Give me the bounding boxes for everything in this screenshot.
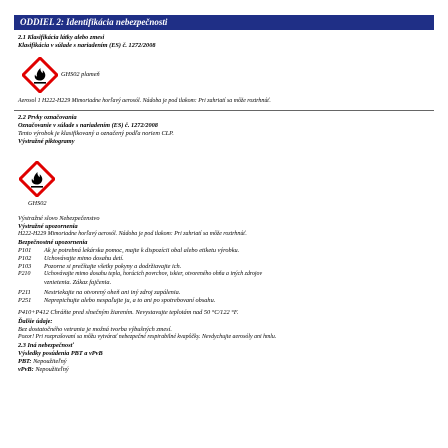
hazard-title: Výstražné upozornenia <box>18 223 78 230</box>
flame-icon <box>22 57 58 93</box>
extra-title: Ďalšie údaje: <box>18 318 53 325</box>
s21-title: 2.1 Klasifikácia látky alebo zmesi <box>18 34 105 41</box>
precaution-row: P102 Uchovávajte mimo dosahu detí. <box>18 255 124 262</box>
flame-icon <box>19 161 55 197</box>
s22-pictogram-label: GHS02 <box>28 200 47 207</box>
s22-title: 2.2 Prvky označovania <box>18 114 77 121</box>
pbt-row: PBT: Nepoužiteľný <box>18 358 67 365</box>
s22-note: Tento výrobok je klasifikovaný a označený podľa noriem CLP. <box>18 130 174 137</box>
p410-text: P410+P412 Chráňte pred slnečným žiarením. Nevystavujte teplotám nad 50 °C/122 °F. <box>18 309 239 316</box>
precaution-row: P103 Pozorne si prečítajte všetky pokyny a dodržiavajte ich. <box>18 263 182 270</box>
signal-word: Výstražné slovo Nebezpečenstvo <box>18 215 100 222</box>
s22-pictograms-title: Výstražné piktogramy <box>18 138 75 145</box>
hazard-text: H222-H229 Mimoriadne horľavý aerosól. Nádoba je pod tlakom: Pri zahriatí sa môže roztrhnúť. <box>18 231 247 237</box>
s22-subtitle: Označovanie v súlade s nariadením (ES) č. 1272/2008 <box>18 122 158 129</box>
s21-pictogram-label: GHS02 plameň <box>61 71 100 78</box>
section-header: ODDIEL 2: Identifikácia nebezpečnosti <box>14 15 434 30</box>
precaution-row: P101 Ak je potrebná lekárska pomoc, majte k dispozícii obal alebo etiketu výrobku. <box>18 247 240 254</box>
s23-title: 2.3 Iná nebezpečnosť <box>18 342 74 349</box>
precaution-row: vznietenia. Zákaz fajčenia. <box>44 279 112 286</box>
extra-2: Pozor! Pri rozprašovaní sa môžu vytvárať nebezpečné respirabilné kvapôčky. Nevdychujte aerosóly ani hmlu. <box>18 334 277 340</box>
precaution-row: P211 Nestriekajte na otvorený oheň ani iný zdroj zapálenia. <box>18 289 181 296</box>
extra-1: Bez dostatočného vetrania je možná tvorba výbušných zmesí. <box>18 326 172 333</box>
precaution-title: Bezpečnostné upozornenia <box>18 239 88 246</box>
divider <box>14 110 434 111</box>
precaution-row: P210 Uchovávajte mimo dosahu tepla, horúcich povrchov, iskier, otvoreného ohňa a iných zdrojov <box>18 271 263 277</box>
s21-classification: Aerosol 1 H222-H229 Mimoriadne horľavý aerosól. Nádoba je pod tlakom: Pri zahriatí sa môže roztrhnúť. <box>18 98 271 104</box>
s21-subtitle: Klasifikácia v súlade s nariadením (ES) č. 1272/2008 <box>18 42 156 49</box>
precaution-row: P251 Neprepichujte alebo nespaľujte ju, a to ani po spotrebovaní obsahu. <box>18 297 216 304</box>
pbt-title: Výsledky posúdenia PBT a vPvB <box>18 350 103 357</box>
vpvb-row: vPvB: Nepoužiteľný <box>18 366 69 373</box>
